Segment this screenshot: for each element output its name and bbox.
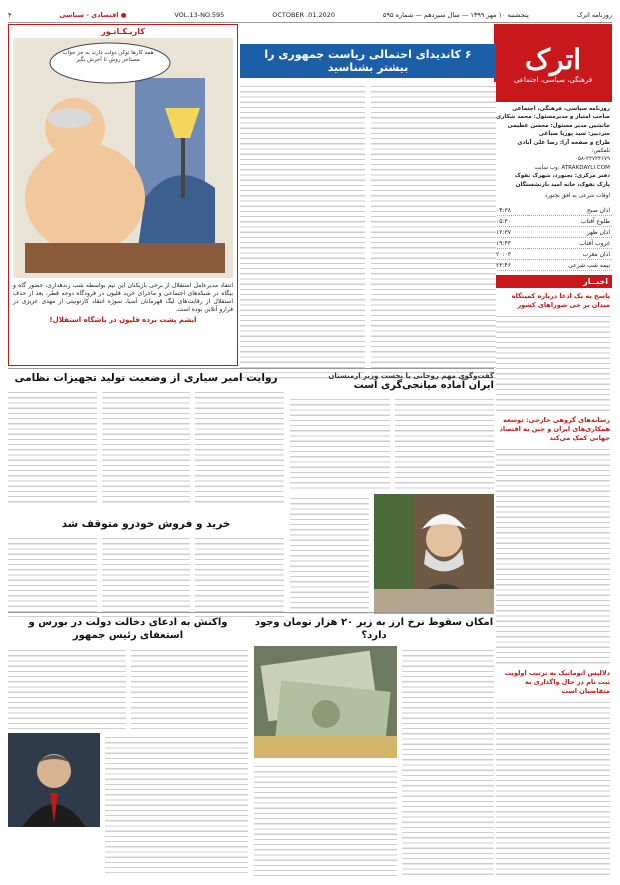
- prayer-name: نیمه شب شرعی: [528, 260, 612, 271]
- prayer-row: [494, 249, 612, 260]
- masthead-logo: [494, 24, 612, 102]
- news-body-text: [496, 312, 610, 412]
- banknotes-drawing: [254, 646, 397, 758]
- page-header: [8, 8, 612, 23]
- prayer-time: ۰۴:۳۸: [494, 205, 528, 216]
- speech-bubble: همه کارها توکن دولت دارند به جز جواب مستاجر روش تا آخرش بگیر: [62, 50, 154, 63]
- prayer-time: ۱۲:۳۷: [494, 227, 528, 238]
- article-text: [8, 646, 126, 730]
- article-headline[interactable]: روایت امیر سیاری از وضعیت تولید تجهیزات نظامی: [14, 372, 278, 384]
- prayer-row: [494, 227, 612, 238]
- sidebar: [494, 24, 612, 876]
- rouhani-photo: [374, 494, 494, 614]
- news-headline[interactable]: دلالیس اتوماتیک به ترتیب اولویت ثبت نام در حال واگذاری به متقاضیان است: [504, 669, 610, 696]
- portrait-drawing: [8, 733, 100, 827]
- news-body-text: [496, 445, 610, 665]
- news-headline[interactable]: پاسخ به یک ادعا درباره کمیتگاه میدان بر خی شوراهای کشور: [511, 292, 610, 310]
- article-text: [195, 388, 284, 504]
- website[interactable]: ATRAKDAYLI.COM :وب سایت: [534, 164, 610, 171]
- address: دفتر مرکزی: بجنورد، شهرک نفوک: [514, 173, 610, 180]
- article-text: [8, 388, 97, 504]
- rouhani-article: [290, 372, 494, 614]
- info-line: جانشین مدیر مسئول: محسن عظیمی: [507, 122, 610, 129]
- logo-name: اترک: [524, 42, 582, 76]
- prayer-row: [494, 205, 612, 216]
- article-text: [395, 395, 495, 491]
- prayer-row: [494, 238, 612, 249]
- article-text: [102, 534, 191, 618]
- article-text: [131, 646, 249, 730]
- military-article: [8, 372, 284, 504]
- prayer-time: ۱۹:۴۳: [494, 238, 528, 249]
- prayer-title: اوقات شرعی به افق بجنورد: [544, 193, 610, 200]
- info-line: تلفکس:: [591, 148, 610, 155]
- date-en: OCTOBER .01.2020: [272, 11, 336, 19]
- lead-column-text: [371, 82, 496, 382]
- article-text: [290, 395, 390, 491]
- paper-type: روزنامه اترک: [576, 11, 612, 19]
- cartoon-caption-highlight: ایشم پشت پرده قلیون در باشگاه استقلال!: [49, 316, 197, 324]
- article-text: [105, 733, 248, 873]
- news-body-text: [496, 698, 610, 878]
- phone: ۰۵۸-۳۲۷۲۴۶۷۹: [574, 156, 610, 163]
- prayer-name: غروب آفتاب: [528, 238, 612, 249]
- cartoon-image: [13, 38, 233, 278]
- prayer-name: اذان مغرب: [528, 249, 612, 260]
- prayer-times-table: [494, 205, 612, 271]
- article-text: [402, 646, 494, 876]
- prayer-time: ۲۳:۴۶: [494, 260, 528, 271]
- section-label: ● اقتصادی - سیاسی: [59, 11, 127, 19]
- article-text: [8, 534, 97, 618]
- date-line: پنجشنبه ۱۰ مهر ۱۳۹۹ — سال سیزدهم — شماره ۵۹۵: [382, 11, 529, 19]
- article-headline[interactable]: خرید و فروش خودرو متوقف شد: [61, 518, 231, 530]
- logo-tagline: فرهنگی، سیاسی، اجتماعی: [513, 75, 593, 84]
- cartoon-heading: کاریـکـاتـور: [101, 27, 145, 36]
- prayer-row: [494, 260, 612, 271]
- publisher-info: [494, 102, 612, 192]
- divider: [8, 368, 494, 369]
- vaezi-photo: [8, 733, 100, 827]
- article-kicker: گفت‌وگوی مهم روحانی با نخست وزیر ارمنستان: [328, 372, 494, 380]
- prayer-name: طلوع آفتاب: [528, 216, 612, 227]
- cars-article: [8, 518, 284, 618]
- prayer-time: ۲۰:۰۳: [494, 249, 528, 260]
- prayer-name: اذان صبح: [528, 205, 612, 216]
- prayer-row: [494, 216, 612, 227]
- article-headline[interactable]: ایران آماده میانجی‌گری است: [353, 380, 494, 391]
- article-headline[interactable]: امکان سقوط نرخ ارز به زیر ۲۰ هزار تومان وجود دارد؟: [254, 617, 494, 641]
- currency-article: [254, 616, 494, 876]
- lead-article: [240, 44, 496, 382]
- address: پارک نفوک، خانه امید بازنشستگان: [515, 181, 610, 188]
- info-line: سردبیر: سید پوریا صباغی: [538, 131, 610, 138]
- article-text: [254, 762, 397, 876]
- article-text: [102, 388, 191, 504]
- page-number: ۴: [8, 11, 12, 19]
- portrait-drawing: [374, 494, 494, 614]
- info-line: روزنامه سیاسی، فرهنگی، اجتماعی: [512, 106, 610, 112]
- article-text: [195, 534, 284, 618]
- prayer-time: ۰۵:۳۰: [494, 216, 528, 227]
- currency-photo: [254, 646, 397, 758]
- volume: VOL.13-NO.595: [174, 11, 225, 19]
- info-line: صاحب امتیاز و مدیرمسئول: محمد شکاری: [496, 114, 610, 121]
- lead-headline[interactable]: ۶ کاندیدای احتمالی ریاست جمهوری را بیشتر بشناسید: [240, 44, 496, 78]
- cartoon-box: [8, 24, 238, 366]
- news-headline[interactable]: رسانه‌های گروهی خارجی: توسعه همکاری‌های ایران و چین به اقتصاد جهانی کمک می‌کند: [499, 416, 610, 443]
- vaezi-article: [8, 616, 248, 873]
- article-text: [290, 494, 369, 614]
- divider: [8, 612, 494, 613]
- info-line: طراح و صفحه آرا: رضا علی آبادی: [517, 139, 610, 146]
- news-bar: اخبــار: [494, 275, 612, 288]
- prayer-name: اذان ظهر: [528, 227, 612, 238]
- article-headline[interactable]: واکنش به ادعای دخالت دولت در بورس و استعفای رئیس جمهور: [28, 617, 228, 641]
- lead-column-text: [240, 82, 365, 382]
- cartoon-drawing: [15, 38, 233, 278]
- cartoon-caption: انتقاد مدیرعامل استقلال از برخی بازیکنان این تیم بواسطه شب زندهداری، حضور گاه و بیگاه در شبکه‌های اجتماعی و ماجرای خرید قلیون در فرودگاه دوحه قطر، بعد از حذف استقلال از رقابت‌های لیگ قهرمانان آسیا، سوژه انتقاد کارتونیتی از مهدی عزیزی در فرارو آنلاین بوده است.: [13, 282, 233, 313]
